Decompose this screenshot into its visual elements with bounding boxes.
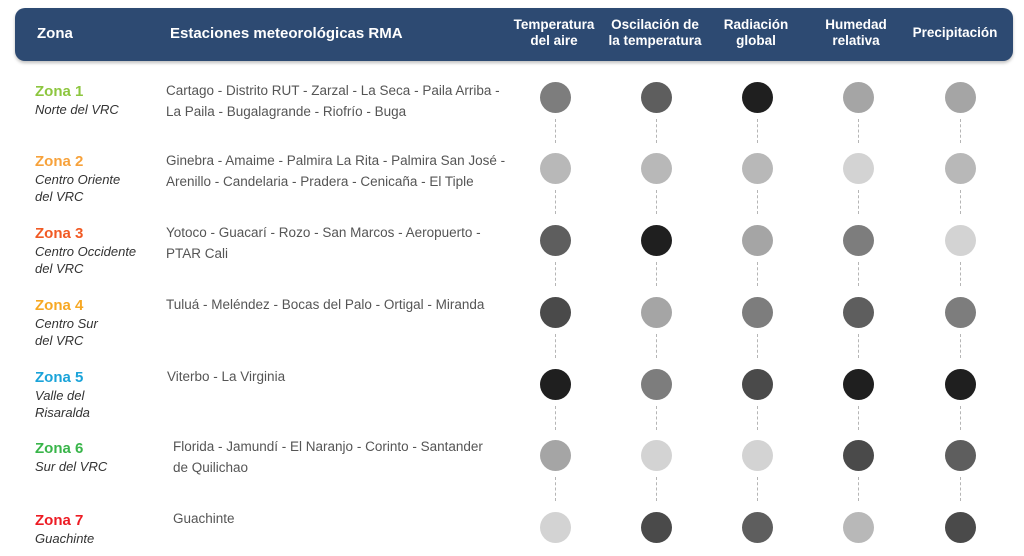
stations-line: Ginebra - Amaime - Palmira La Rita - Palmira San José - bbox=[166, 153, 506, 168]
column-header-line: Temperatura bbox=[513, 17, 595, 32]
dotted-connector bbox=[960, 119, 961, 143]
indicator-dot bbox=[742, 369, 773, 400]
indicator-dot bbox=[742, 512, 773, 543]
dotted-connector bbox=[960, 477, 961, 501]
indicator-dot bbox=[843, 440, 874, 471]
indicator-dot bbox=[843, 82, 874, 113]
dotted-connector bbox=[656, 190, 657, 214]
stations-line: Yotoco - Guacarí - Rozo - San Marcos - Aeropuerto - bbox=[166, 225, 481, 240]
indicator-dot bbox=[641, 153, 672, 184]
stations-line: Florida - Jamundí - El Naranjo - Corinto - Santander bbox=[173, 439, 483, 454]
dotted-connector bbox=[960, 334, 961, 358]
dotted-connector bbox=[858, 406, 859, 430]
zone-subtitle: Risaralda bbox=[35, 405, 90, 420]
zone-column-header: Zona bbox=[37, 25, 73, 42]
indicator-dot bbox=[742, 297, 773, 328]
indicator-dot bbox=[945, 297, 976, 328]
zone-subtitle: del VRC bbox=[35, 261, 84, 276]
dotted-connector bbox=[555, 119, 556, 143]
zone-title: Zona 7 bbox=[35, 512, 84, 529]
indicator-dot bbox=[641, 512, 672, 543]
dotted-connector bbox=[555, 334, 556, 358]
dotted-connector bbox=[858, 477, 859, 501]
table-header bbox=[15, 8, 1013, 61]
zone-title: Zona 3 bbox=[35, 225, 84, 242]
stations-list bbox=[173, 508, 533, 529]
dotted-connector bbox=[858, 190, 859, 214]
dotted-connector bbox=[858, 334, 859, 358]
indicator-dot bbox=[945, 82, 976, 113]
indicator-dot bbox=[540, 369, 571, 400]
zone-subtitle: Valle del bbox=[35, 388, 85, 403]
zone-label bbox=[35, 440, 107, 475]
column-header-line: global bbox=[736, 33, 776, 48]
stations-line: Viterbo - La Virginia bbox=[167, 369, 286, 384]
indicator-dot bbox=[742, 225, 773, 256]
zone-label bbox=[35, 297, 98, 349]
column-header-global-radiation bbox=[700, 17, 812, 49]
dotted-connector bbox=[757, 119, 758, 143]
column-header-temperature-oscillation bbox=[599, 17, 711, 49]
indicator-dot bbox=[843, 153, 874, 184]
dotted-connector bbox=[757, 406, 758, 430]
dotted-connector bbox=[656, 119, 657, 143]
stations-list bbox=[173, 436, 533, 478]
indicator-dot bbox=[843, 225, 874, 256]
zone-title: Zona 6 bbox=[35, 440, 84, 457]
column-header-line: la temperatura bbox=[608, 33, 702, 48]
stations-list bbox=[166, 150, 526, 192]
dotted-connector bbox=[555, 406, 556, 430]
dotted-connector bbox=[960, 190, 961, 214]
column-header-line: Humedad bbox=[825, 17, 887, 32]
indicator-dot bbox=[945, 369, 976, 400]
dotted-connector bbox=[656, 334, 657, 358]
zone-subtitle: Norte del VRC bbox=[35, 102, 119, 117]
stations-line: de Quilichao bbox=[173, 460, 249, 475]
column-header-line: Radiación bbox=[723, 17, 789, 32]
dotted-connector bbox=[555, 190, 556, 214]
indicator-dot bbox=[843, 297, 874, 328]
zone-title: Zona 2 bbox=[35, 153, 84, 170]
indicator-dot bbox=[742, 440, 773, 471]
stations-list bbox=[167, 366, 527, 387]
dotted-connector bbox=[960, 406, 961, 430]
indicator-dot bbox=[540, 440, 571, 471]
zone-label bbox=[35, 369, 90, 421]
dotted-connector bbox=[960, 262, 961, 286]
indicator-dot bbox=[945, 440, 976, 471]
column-header-precipitation bbox=[899, 25, 1011, 41]
column-header-line: relativa bbox=[832, 33, 880, 48]
indicator-dot bbox=[843, 369, 874, 400]
dotted-connector bbox=[757, 334, 758, 358]
indicator-dot bbox=[540, 153, 571, 184]
column-header-temperature bbox=[498, 17, 610, 49]
dotted-connector bbox=[555, 477, 556, 501]
stations-line: Cartago - Distrito RUT - Zarzal - La Seca - Paila Arriba - bbox=[166, 83, 500, 98]
zone-label bbox=[35, 153, 120, 205]
zone-title: Zona 1 bbox=[35, 83, 84, 100]
dotted-connector bbox=[656, 262, 657, 286]
dotted-connector bbox=[858, 262, 859, 286]
zone-label bbox=[35, 512, 94, 547]
zone-subtitle: Centro Sur bbox=[35, 316, 98, 331]
stations-line: Guachinte bbox=[173, 511, 235, 526]
zone-subtitle: Centro Oriente bbox=[35, 172, 121, 187]
stations-line: Arenillo - Candelaria - Pradera - Cenicaña - El Tiple bbox=[166, 174, 474, 189]
column-header-line: Oscilación de bbox=[611, 17, 699, 32]
indicator-dot bbox=[945, 225, 976, 256]
indicator-dot bbox=[641, 82, 672, 113]
indicator-dot bbox=[843, 512, 874, 543]
indicator-dot bbox=[641, 225, 672, 256]
indicator-dot bbox=[540, 512, 571, 543]
zone-title: Zona 5 bbox=[35, 369, 84, 386]
stations-column-header: Estaciones meteorológicas RMA bbox=[170, 25, 403, 42]
column-header-relative-humidity bbox=[800, 17, 912, 49]
stations-line: Tuluá - Meléndez - Bocas del Palo - Ortigal - Miranda bbox=[166, 297, 485, 312]
indicator-dot bbox=[641, 297, 672, 328]
indicator-dot bbox=[540, 225, 571, 256]
dotted-connector bbox=[656, 406, 657, 430]
dotted-connector bbox=[757, 262, 758, 286]
zone-label bbox=[35, 225, 136, 277]
column-header-line: Precipitación bbox=[912, 25, 998, 40]
zone-title: Zona 4 bbox=[35, 297, 84, 314]
indicator-dot bbox=[540, 82, 571, 113]
zone-subtitle: Guachinte bbox=[35, 531, 95, 546]
zone-label bbox=[35, 83, 119, 118]
indicator-dot bbox=[641, 440, 672, 471]
indicator-dot bbox=[641, 369, 672, 400]
dotted-connector bbox=[555, 262, 556, 286]
indicator-dot bbox=[540, 297, 571, 328]
indicator-dot bbox=[742, 82, 773, 113]
zone-subtitle: Centro Occidente bbox=[35, 244, 137, 259]
zone-subtitle: del VRC bbox=[35, 189, 84, 204]
dotted-connector bbox=[656, 477, 657, 501]
stations-line: PTAR Cali bbox=[166, 246, 229, 261]
dotted-connector bbox=[858, 119, 859, 143]
zone-subtitle: Sur del VRC bbox=[35, 459, 108, 474]
dotted-connector bbox=[757, 477, 758, 501]
indicator-dot bbox=[945, 153, 976, 184]
indicator-dot bbox=[742, 153, 773, 184]
stations-list bbox=[166, 80, 526, 122]
zone-subtitle: del VRC bbox=[35, 333, 84, 348]
stations-list bbox=[166, 294, 526, 315]
column-header-line: del aire bbox=[530, 33, 578, 48]
stations-list bbox=[166, 222, 526, 264]
dotted-connector bbox=[757, 190, 758, 214]
stations-line: La Paila - Bugalagrande - Riofrío - Buga bbox=[166, 104, 407, 119]
indicator-dot bbox=[945, 512, 976, 543]
